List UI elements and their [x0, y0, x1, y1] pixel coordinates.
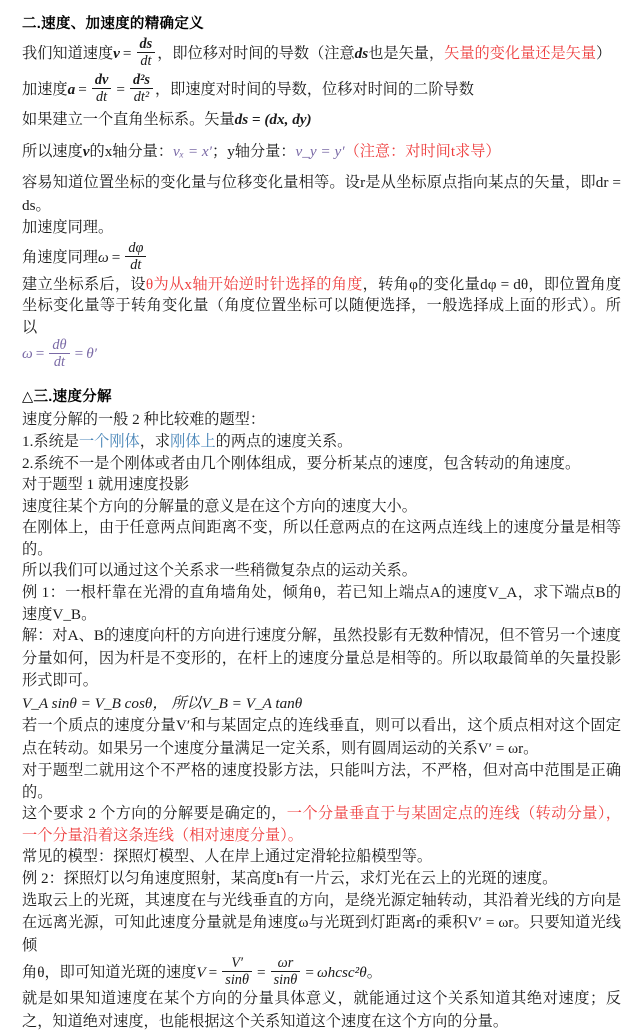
closing-paragraph — [22, 988, 621, 1033]
after-rule-text: 所以我们可以通过这个关系求一些稍微复杂点的运动关系。 — [22, 562, 417, 580]
projection-formula-text: V_A sinθ = V_B cosθ， 所以V_B = V_A tanθ — [22, 694, 303, 712]
perpendicular-component-text: 若一个质点的速度分量V′和与某固定点的连线垂直，则可以看出，这个质点相对这个固定点在转动。如果另一个速度分量满足一定关系，则有圆周运动的关系V′ = ωr。 — [22, 717, 621, 757]
velocity-fraction — [137, 36, 156, 69]
decomposition-requirement-lead: 这个要求 2 个方向的分解要是确定的， — [22, 805, 287, 823]
example-1-solution-text: 解：对A、B的速度向杆的方向进行速度分解，虽然投影有无数种情况，但不管另一个速度分量如何，因为杆是不变形的，在杆上的速度分量总是相等的。所以取最简单的矢量投影形式即可。 — [22, 627, 621, 690]
final-formula-period: 。 — [366, 964, 382, 982]
acceleration-fraction-2 — [130, 72, 153, 105]
angular-velocity-fraction — [125, 240, 146, 273]
final-formula-equals-1: = — [208, 964, 218, 982]
section-three-heading: △三.速度分解 — [22, 389, 112, 406]
final-formula-equals-3: = — [305, 964, 314, 982]
after-rule-note — [22, 560, 621, 582]
example-2-solution — [22, 890, 621, 958]
final-formula-v-symbol: V — [196, 964, 206, 982]
type-2-method-text: 对于题型二就用这个不严格的速度投影方法，只能叫方法，不严格，但对高中范围是正确的。 — [22, 762, 621, 801]
final-formula-equals-2: = — [257, 964, 266, 982]
final-formula-result: ωhcsc²θ — [316, 964, 367, 982]
angular-velocity-lead-text: 角速度同理 — [22, 248, 98, 266]
acceleration-same-line — [22, 217, 621, 240]
components-v-symbol: v — [82, 142, 90, 160]
example-1-solution — [22, 625, 621, 693]
omega-result-line — [22, 338, 621, 371]
velocity-tail-text-3: ） — [596, 45, 612, 62]
velocity-fraction-denominator: dt — [137, 52, 156, 69]
omega-result-equals-1: = — [35, 345, 45, 363]
acceleration-fraction-1-numerator: dv — [94, 71, 109, 88]
components-separator: ；y轴分量： — [212, 142, 296, 160]
cartesian-lead-text: 如果建立一个直角坐标系。矢量 — [22, 111, 235, 129]
component-meaning-note — [22, 496, 621, 518]
perpendicular-component-paragraph — [22, 715, 621, 760]
velocity-definition-line — [22, 36, 621, 72]
velocity-equals: = — [122, 45, 132, 62]
omega-result-fraction — [49, 337, 69, 370]
final-speed-formula-line — [22, 957, 621, 990]
acceleration-equals-2: = — [116, 80, 125, 98]
problem-type-1-mid: ，求 — [139, 432, 171, 450]
problem-type-1-suffix: 的两点的速度关系。 — [215, 432, 353, 450]
acceleration-fraction-2-denominator: dt² — [130, 88, 153, 105]
angular-velocity-symbol: ω — [97, 248, 109, 266]
angular-velocity-fraction-denominator: dt — [125, 256, 146, 273]
position-vector-text: 容易知道位置坐标的变化量与位移变化量相等。设r是从坐标原点指向某点的矢量，即dr = ds。 — [22, 174, 621, 214]
section-three-intro — [22, 409, 621, 431]
position-vector-paragraph — [22, 172, 621, 217]
acceleration-lead-text: 加速度 — [22, 80, 68, 98]
final-formula-fraction-1-numerator: V′ — [231, 955, 244, 972]
components-mid-text: 的x轴分量： — [89, 142, 174, 160]
velocity-ds-symbol: ds — [354, 45, 369, 62]
acceleration-fraction-1-denominator: dt — [92, 88, 111, 105]
problem-type-2-text: 2.系统不一是个刚体或者由几个刚体组成，要分析某点的速度，包含转动的角速度。 — [22, 454, 581, 472]
theta-red-definition: θ为从x轴开始逆时针选择的角度 — [145, 275, 363, 293]
common-models-line — [22, 846, 621, 868]
theta-tail-text: ，转角φ的变化量dφ = dθ，即位置角度坐标变化量等于转角变化量（角度位置坐标可以随便选择，一般选择成上面的形式）。所以 — [22, 275, 622, 336]
example-2-text: 探照灯以匀角速度照射，某高度h有一片云，求灯光在云上的光斑的速度。 — [63, 870, 558, 888]
acceleration-same-text: 加速度同理。 — [22, 219, 114, 237]
example-1-label: 例 1： — [22, 584, 66, 602]
cartesian-coords-line — [22, 109, 621, 132]
final-formula-fraction-2 — [271, 955, 301, 988]
rigid-body-rule-text: 在刚体上，由于任意两点间距离不变，所以任意两点的在这两点连线上的速度分量是相等的。 — [22, 519, 621, 558]
acceleration-equals-1: = — [78, 80, 87, 98]
acceleration-symbol: a — [67, 80, 76, 98]
velocity-symbol: v — [113, 45, 120, 62]
common-models-text: 常见的模型：探照灯模型、人在岸上通过定滑轮拉船模型等。 — [22, 848, 433, 866]
decomposition-requirement-red: 一个分量垂直于与某固定点的连线（转动分量），一个分量沿着这条连线（相对速度分量）。 — [22, 805, 621, 844]
problem-type-1 — [22, 431, 621, 453]
method-note-projection-text: 对于题型 1 就用速度投影 — [22, 476, 190, 494]
acceleration-fraction-2-numerator: d²s — [132, 71, 150, 88]
components-vx-formula: vₓ = x′ — [173, 142, 212, 160]
example-1-statement — [22, 582, 621, 625]
problem-type-1-prefix: 1.系统是 — [22, 432, 79, 450]
acceleration-definition-line — [22, 72, 621, 108]
velocity-tail-text: ，即位移对时间的导数（注意 — [157, 45, 355, 62]
decomposition-requirement-paragraph — [22, 803, 621, 846]
problem-type-1-blue-1: 一个刚体 — [78, 432, 140, 450]
final-formula-fraction-2-numerator: ωr — [277, 955, 294, 972]
example-1-text: 一根杆靠在光滑的直角墙角处，倾角θ，若已知上端点A的速度V_A，求下端点B的速度V_B。 — [22, 584, 622, 623]
acceleration-tail-text: ，即速度对时间的导数，位移对时间的二阶导数 — [154, 80, 474, 98]
section-two-heading: 二.速度、加速度的精确定义 — [22, 16, 204, 32]
acceleration-fraction-1 — [92, 72, 111, 105]
example-2-solution-text: 选取云上的光斑，其速度在与光线垂直的方向，是绕光源定轴转动，其沿着光线的方向是在远离光源，可知此速度分量就是角速度ω与光斑到灯距离r的乘积V′ = ωr。只要知道光线倾 — [22, 891, 621, 954]
velocity-tail-text-2: 也是矢量， — [368, 45, 445, 62]
omega-result-equals-2: = — [74, 345, 84, 363]
projection-formula — [22, 693, 621, 716]
angular-velocity-fraction-numerator: dφ — [128, 240, 144, 257]
method-note-projection — [22, 474, 621, 496]
components-red-note: （注意：对时间t求导） — [344, 142, 501, 160]
velocity-red-note: 矢量的变化量还是矢量 — [444, 45, 596, 62]
final-formula-fraction-1-denominator: sinθ — [222, 971, 252, 988]
components-vy-formula: v_y = y′ — [295, 142, 345, 160]
final-formula-fraction-1 — [222, 955, 252, 988]
example-2-label: 例 2： — [22, 870, 64, 888]
problem-type-1-blue-2: 刚体上 — [170, 432, 216, 450]
final-formula-fraction-2-denominator: sinθ — [271, 971, 301, 988]
final-formula-lead: 角θ，即可知道光斑的速度 — [22, 964, 197, 982]
rigid-body-rule — [22, 517, 621, 560]
example-2-statement — [22, 868, 621, 890]
type-2-method-paragraph — [22, 760, 621, 803]
angular-velocity-equals: = — [111, 248, 121, 266]
omega-result-fraction-numerator: dθ — [52, 336, 67, 353]
theta-definition-paragraph — [22, 274, 621, 339]
component-meaning-text: 速度往某个方向的分解量的意义是在这个方向的速度大小。 — [22, 497, 417, 515]
closing-text: 就是如果知道速度在某个方向的分量具体意义，就能通过这个关系知道其绝对速度；反之，知道绝对速度，也能根据这个关系知道这个速度在这个方向的分量。 — [22, 990, 621, 1030]
omega-result-value: θ′ — [86, 345, 98, 363]
omega-result-fraction-denominator: dt — [49, 353, 69, 370]
section-three-intro-text: 速度分解的一般 2 种比较难的题型： — [22, 411, 265, 429]
theta-lead-text: 建立坐标系后，设 — [22, 275, 146, 293]
velocity-components-line — [22, 141, 621, 164]
omega-result-symbol: ω — [22, 345, 33, 363]
angular-velocity-line — [22, 240, 621, 276]
velocity-fraction-numerator: ds — [139, 36, 153, 53]
cartesian-vector-math: ds = (dx, dy) — [234, 111, 312, 129]
problem-type-2 — [22, 453, 621, 475]
velocity-lead-text: 我们知道速度 — [22, 45, 114, 62]
components-lead-text: 所以速度 — [22, 142, 83, 160]
